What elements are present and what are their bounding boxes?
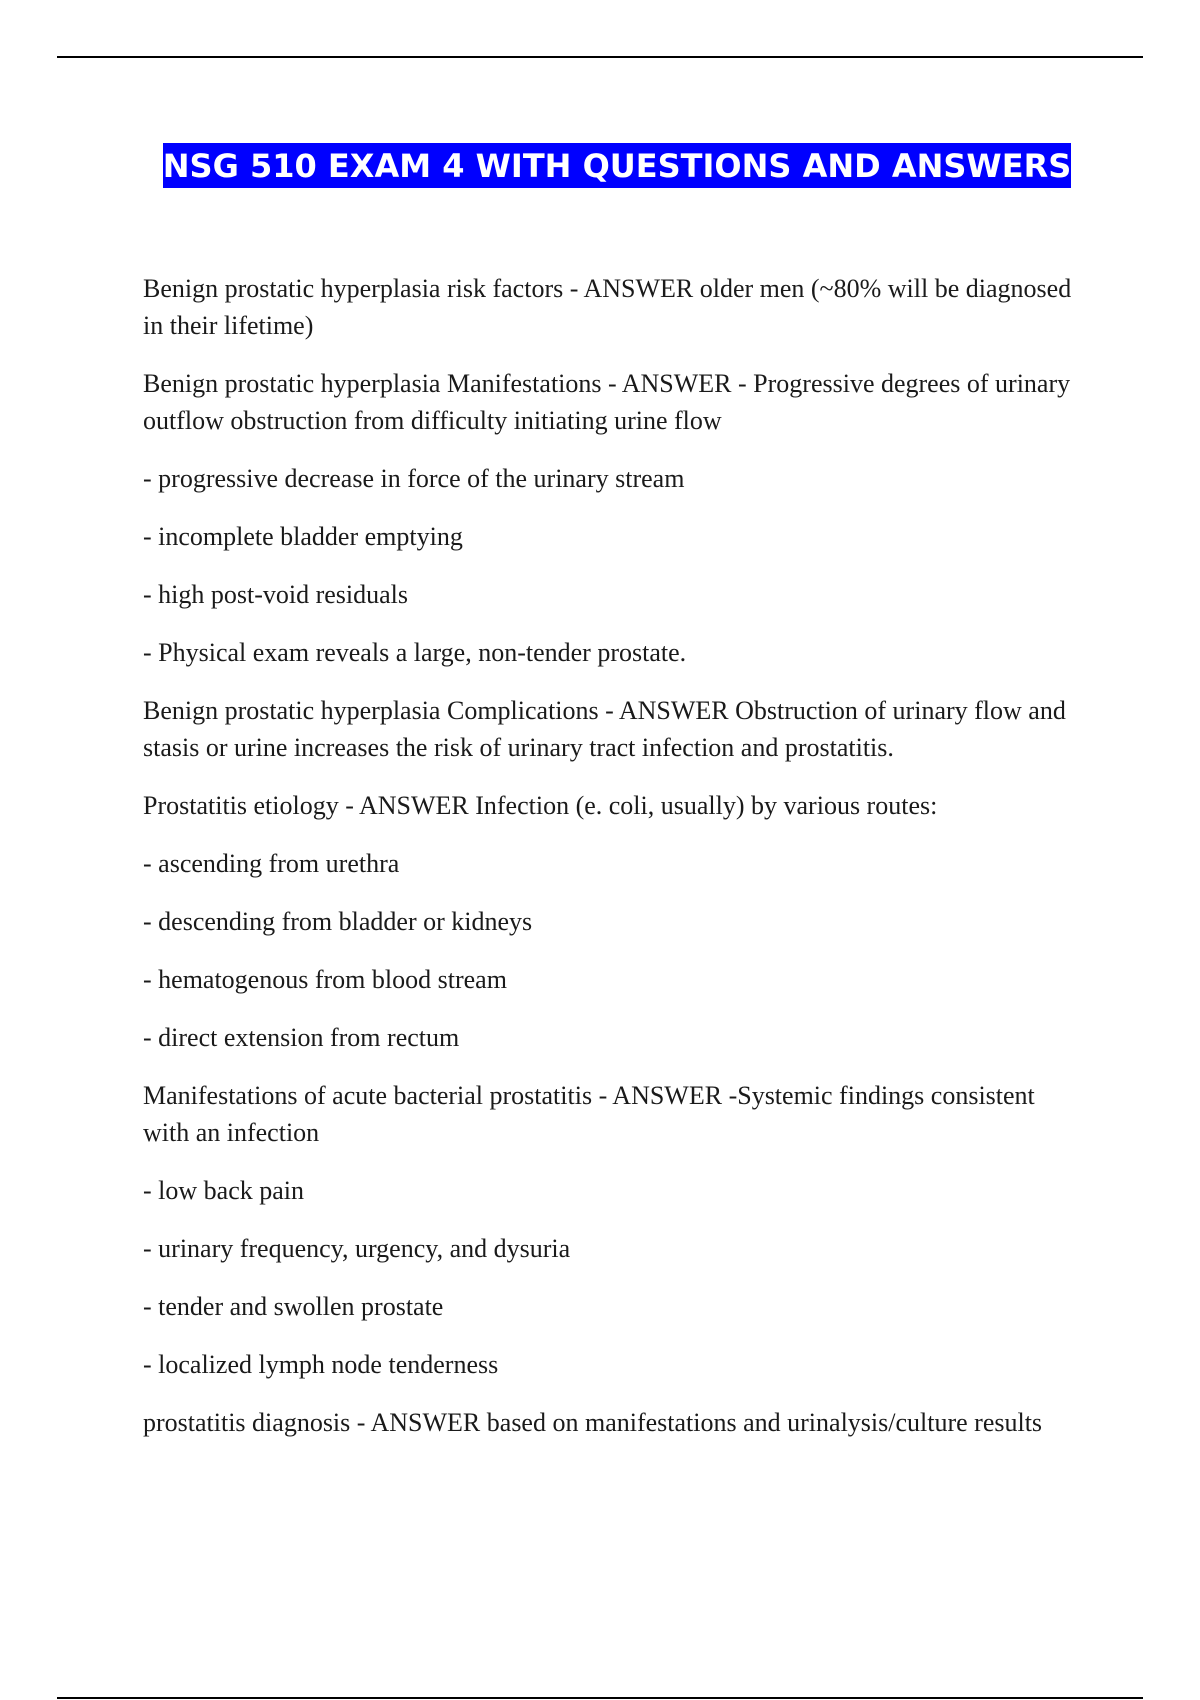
list-item: - urinary frequency, urgency, and dysuria — [143, 1234, 571, 1263]
list-item: - Physical exam reveals a large, non-tender prostate. — [143, 638, 687, 667]
paragraph: Prostatitis etiology - ANSWER Infection (e. coli, usually) by various routes: — [143, 791, 938, 820]
list-item: - low back pain — [143, 1176, 305, 1205]
list-item: - tender and swollen prostate — [143, 1292, 444, 1321]
paragraph: Benign prostatic hyperplasia risk factors - ANSWER older men (~80% will be diagnosed in their lifetime) — [143, 274, 1072, 340]
title-banner — [163, 143, 1071, 188]
paragraph: prostatitis diagnosis - ANSWER based on manifestations and urinalysis/culture results — [143, 1408, 1043, 1437]
top-divider — [57, 56, 1143, 58]
list-item: - incomplete bladder emptying — [143, 522, 463, 551]
list-item: - localized lymph node tenderness — [143, 1350, 499, 1379]
paragraph: Manifestations of acute bacterial prostatitis - ANSWER -Systemic findings consistent with an infection — [143, 1081, 1035, 1147]
page-title: NSG 510 EXAM 4 WITH QUESTIONS AND ANSWERS — [162, 146, 1072, 185]
list-item: - ascending from urethra — [143, 849, 400, 878]
list-item: - high post-void residuals — [143, 580, 409, 609]
list-item: - descending from bladder or kidneys — [143, 907, 533, 936]
bottom-divider — [57, 1697, 1143, 1699]
document-body — [143, 270, 1078, 1462]
list-item: - hematogenous from blood stream — [143, 965, 507, 994]
paragraph: Benign prostatic hyperplasia Manifestations - ANSWER - Progressive degrees of urinary outflow obstruction from difficulty initiating urine flow — [143, 369, 1071, 435]
list-item: - direct extension from rectum — [143, 1023, 460, 1052]
list-item: - progressive decrease in force of the urinary stream — [143, 464, 685, 493]
paragraph: Benign prostatic hyperplasia Complications - ANSWER Obstruction of urinary flow and stasis or urine increases the risk of urinary tract infection and prostatitis. — [143, 696, 1066, 762]
